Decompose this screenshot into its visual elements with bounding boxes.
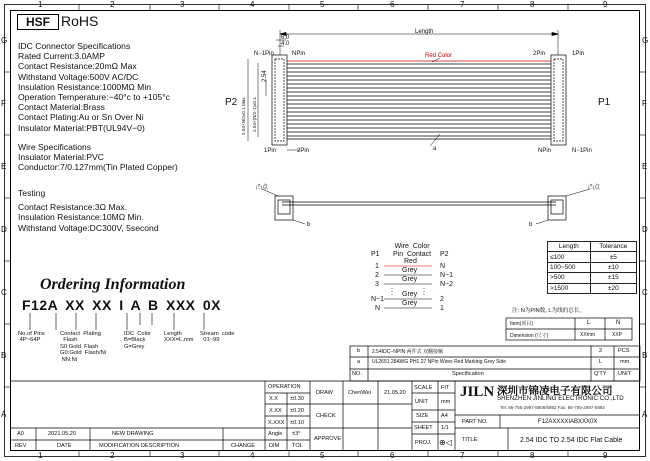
spec-line: Insulation Resistance:10MΩ Min. <box>18 212 144 223</box>
tol-cell: X.X <box>269 396 279 402</box>
table-cell: 100~500 <box>548 262 591 272</box>
bom-unit: PCS <box>618 348 630 354</box>
spec-line: IDC Connector Specifications <box>18 41 131 51</box>
ordering-leader-lines <box>30 313 204 330</box>
wc-header: Wire Color Pin Contact <box>393 243 432 258</box>
ordering-label: Contact Plating Flash S0:Gold Flash G0:Gold Flash/Ni NN:Ni <box>60 331 107 363</box>
unit-cell: XXmm <box>580 332 595 338</box>
sheet-value: 1/1 <box>441 425 449 431</box>
col-label: 3 <box>180 451 185 460</box>
wc-pin: N−1 <box>440 272 454 279</box>
col-label: 4 <box>250 451 255 460</box>
col-label: 3 <box>180 0 185 9</box>
check-label: CHECK <box>316 413 336 419</box>
table-cell: ±5 <box>590 252 636 262</box>
part-a-label: a <box>433 146 437 152</box>
bom-header: Q'TY <box>594 371 607 377</box>
company-contact: Tel: 86-755-2997-5806/5982 Fax: 86-755-2997-5992 <box>500 405 605 410</box>
scale-label: SCALE <box>414 385 433 391</box>
change-header: CHANGE <box>231 443 255 449</box>
row-label: G <box>642 36 649 45</box>
draw-date: 21.05.20 <box>384 390 406 396</box>
row-label: B <box>642 351 648 360</box>
red-color-label: Red Color <box>425 53 453 59</box>
wc-color: Grey <box>402 291 418 298</box>
bom-unit: mm <box>620 359 630 365</box>
bom-header: Specification <box>452 371 484 377</box>
table-row <box>548 273 637 283</box>
unit-cell: Item(项目) <box>510 321 534 327</box>
pin2-label: 2Pin <box>533 51 546 57</box>
bom-header: UNIT <box>618 371 632 377</box>
bom-header: NO. <box>352 371 362 377</box>
table-cell: >1500 <box>548 283 591 293</box>
table-cell: >500 <box>548 273 591 283</box>
tol-cell: TOL <box>292 443 303 449</box>
part-no-value: F12AXXXXIABXXX0X <box>538 419 598 425</box>
dim-vert: 2.54×N/2±0.1 Max <box>241 97 246 135</box>
wc-pin: N−1 <box>371 296 385 303</box>
npin-label: NPin <box>292 51 306 57</box>
spec-line: Contact Resistance:3Ω Max. <box>18 202 128 213</box>
spec-line: Rated Current:3.0AMP <box>18 51 105 62</box>
hsf-logo: HSF <box>17 14 59 30</box>
pin1-label: 1Pin <box>572 51 585 57</box>
wc-color: Grey <box>402 267 418 274</box>
ordering-label: Stream code 01~99 <box>200 331 235 344</box>
wc-pin: N <box>375 305 381 312</box>
rev-header: REV <box>15 443 27 449</box>
unit-label: UNIT <box>415 399 429 405</box>
row-label: F <box>1 99 6 108</box>
ordering-label: IDC Color B=Black G=Grey <box>124 331 152 350</box>
unit-cell: XXP <box>612 332 623 338</box>
cable-top-view <box>248 30 566 150</box>
ordering-code: F12A XX XX I A B XXX 0X <box>22 297 222 313</box>
wc-pin: 2 <box>375 272 379 279</box>
bom-id: b <box>357 348 361 354</box>
tol-cell: ±0.10 <box>290 420 304 426</box>
table-cell: ±15 <box>590 273 636 283</box>
col-label: 6 <box>390 451 395 460</box>
spec-line: Wire Specifications <box>18 142 92 152</box>
col-label: 7 <box>460 451 465 460</box>
spec-line: Testing <box>18 188 46 198</box>
ordering-title: Ordering Information <box>40 276 186 293</box>
unit-cell: L <box>587 320 591 326</box>
col-label: 8 <box>530 0 535 9</box>
wc-color: Grey <box>402 276 418 283</box>
pin2-left: 2Pin <box>297 148 310 154</box>
point-label-right: 凸点 <box>588 185 601 191</box>
row-label: A <box>1 410 7 419</box>
tol-cell: ±3° <box>292 431 301 437</box>
note: 注: N为PIN数, L为线的总长。 <box>512 308 586 314</box>
bom-spec: 2.54IDC−NPIN 两件式 双翻接触 <box>372 349 443 355</box>
part-b-label-right: b <box>529 222 533 228</box>
spec-line: Operation Temperature:−40°c to +105°c <box>18 92 170 103</box>
wc-pin: 2 <box>440 296 444 303</box>
wc-pin: 1 <box>375 263 379 270</box>
sheet-label: SHEET <box>414 425 433 431</box>
cable-side-view <box>262 189 590 224</box>
col-label: 5 <box>320 451 325 460</box>
draw-label: DRAW <box>316 390 333 396</box>
row-label: A <box>642 410 648 419</box>
row-label: E <box>642 162 648 171</box>
col-label: 6 <box>390 0 395 9</box>
table-row <box>548 283 637 293</box>
col-label: 2 <box>110 451 115 460</box>
wc-color: Red <box>404 258 417 265</box>
date-header: DATE <box>57 443 72 449</box>
testing-specs <box>18 188 159 233</box>
size-value: A4 <box>441 413 448 419</box>
row-label: G <box>1 36 8 45</box>
point-label: 凸点 <box>256 185 269 191</box>
spec-line: Conductor:7/0.127mm(Tin Plated Copper) <box>18 162 178 173</box>
part-b-label: b <box>307 222 311 228</box>
row-label: B <box>1 351 7 360</box>
operation-label: OPERATION <box>268 384 301 390</box>
table-row <box>548 252 637 262</box>
col-label: 2 <box>110 0 115 9</box>
p2-label: P2 <box>225 97 238 108</box>
company-name-cn: 深圳市锦凌电子有限公司 <box>497 385 613 397</box>
title-value: 2.54 IDC TO 2.54 IDC Flat Cable <box>520 437 623 444</box>
spec-line: Withstand Voltage:500V AC/DC <box>18 71 139 82</box>
spec-line: Contact Material:Brass <box>18 102 105 113</box>
table-header: Tolerance <box>590 242 636 252</box>
part-no-label: PART NO. <box>462 419 488 425</box>
spec-line: Insulator Material:PVC <box>18 152 104 163</box>
scale-value: FIT <box>441 385 450 391</box>
bom-spec: UL2651 28AWG PH1.27 NPin Wires Red Marking Grey Side <box>372 359 507 365</box>
pin1-left: 1Pin <box>264 148 277 154</box>
wc-pin: N <box>440 263 446 270</box>
length-label: Length <box>415 29 434 35</box>
wc-pin: 1 <box>440 305 444 312</box>
p1-label: P1 <box>598 97 611 108</box>
npin-right: NPin <box>538 148 552 154</box>
tol-cell: ±0.20 <box>290 408 304 414</box>
dim-4: 4.0 <box>281 41 290 47</box>
spec-line: Contact Resistance:20mΩ Max <box>18 61 137 72</box>
ordering-label: No.of Pins 4P~64P <box>18 331 45 344</box>
wc-color: Grey <box>402 300 418 307</box>
dim-254: 2.54 <box>262 70 268 82</box>
col-label: 9 <box>603 0 608 9</box>
col-label: 1 <box>38 451 43 460</box>
row-label: E <box>1 162 7 171</box>
table-row <box>548 262 637 272</box>
proj-label: PROJ. <box>415 440 432 446</box>
idc-specs <box>18 41 170 133</box>
col-label: 8 <box>530 451 535 460</box>
row-label: C <box>1 288 7 297</box>
table-cell: ±20 <box>590 283 636 293</box>
tol-cell: DIM <box>269 443 280 449</box>
row-label: C <box>642 288 648 297</box>
approve-label: APPROVE <box>314 436 342 442</box>
col-label: 9 <box>603 451 608 460</box>
table-row <box>548 242 637 252</box>
company-logo: JILN <box>460 384 495 400</box>
title-label: TITLE: <box>462 437 479 443</box>
size-label: SIZE <box>416 413 429 419</box>
bom-qty: 2 <box>599 348 603 354</box>
bom-id: a <box>357 359 361 365</box>
ordering-label: Length XXX=L,mm <box>164 331 194 344</box>
tol-cell: X.XXX <box>268 420 285 426</box>
tolerance-table <box>547 241 637 294</box>
projection-icon: ⊕◁ <box>439 438 452 447</box>
wc-p1-header: P1 <box>371 251 380 258</box>
row-label: F <box>642 99 647 108</box>
tol-cell: X.XX <box>269 408 282 414</box>
dim-6: 6.0 <box>281 35 290 41</box>
col-label: 4 <box>250 0 255 9</box>
spec-line: Insulation Resistance:1000MΩ Min <box>18 81 152 92</box>
wc-pin: 3 <box>375 281 379 288</box>
tol-cell: ±0.30 <box>290 396 304 402</box>
rohs-logo: RoHS <box>61 13 99 29</box>
table-cell: ≤100 <box>548 252 591 262</box>
table-header: Length <box>548 242 591 252</box>
table-cell: ±10 <box>590 262 636 272</box>
drawer-name: ChenWei <box>348 390 371 396</box>
spec-line: Withstand Voltage:DC300V, 5second <box>18 222 159 233</box>
spec-line: Insulator Material:PBT(UL94V−0) <box>18 122 145 133</box>
col-label: 7 <box>460 0 465 9</box>
wc-pin: N−2 <box>440 281 454 288</box>
unit-cell: N <box>616 320 621 326</box>
row-label: D <box>1 225 7 234</box>
col-label: 5 <box>320 0 325 9</box>
unit-value: mm <box>441 399 451 405</box>
wc-p2-header: P2 <box>440 251 449 258</box>
unit-cell: Dimension (尺寸) <box>510 333 549 339</box>
row-label: D <box>642 225 648 234</box>
wire-specs <box>18 142 178 173</box>
desc-header: MODIFICATION DESCRIPTION <box>99 443 180 449</box>
rev-desc: NEW DRAWING <box>112 431 154 437</box>
n1pin-right: N−1Pin <box>572 148 592 154</box>
company-name-en: SHENZHEN JINLING ELECTRONIC CO.,LTD <box>497 395 624 402</box>
rev-date: 2021.05.20 <box>48 431 76 437</box>
bom-qty: L <box>599 359 603 365</box>
dim-vert-inner: 2.54×(N/2-1)±0.1 <box>252 97 257 132</box>
n1pin-label: N−1Pin <box>254 51 274 57</box>
col-label: 1 <box>38 0 43 9</box>
rev-value: A0 <box>17 431 24 437</box>
spec-line: Contact Plating:Au or Sn Over Ni <box>18 112 144 123</box>
tol-cell: Angle <box>268 431 283 437</box>
